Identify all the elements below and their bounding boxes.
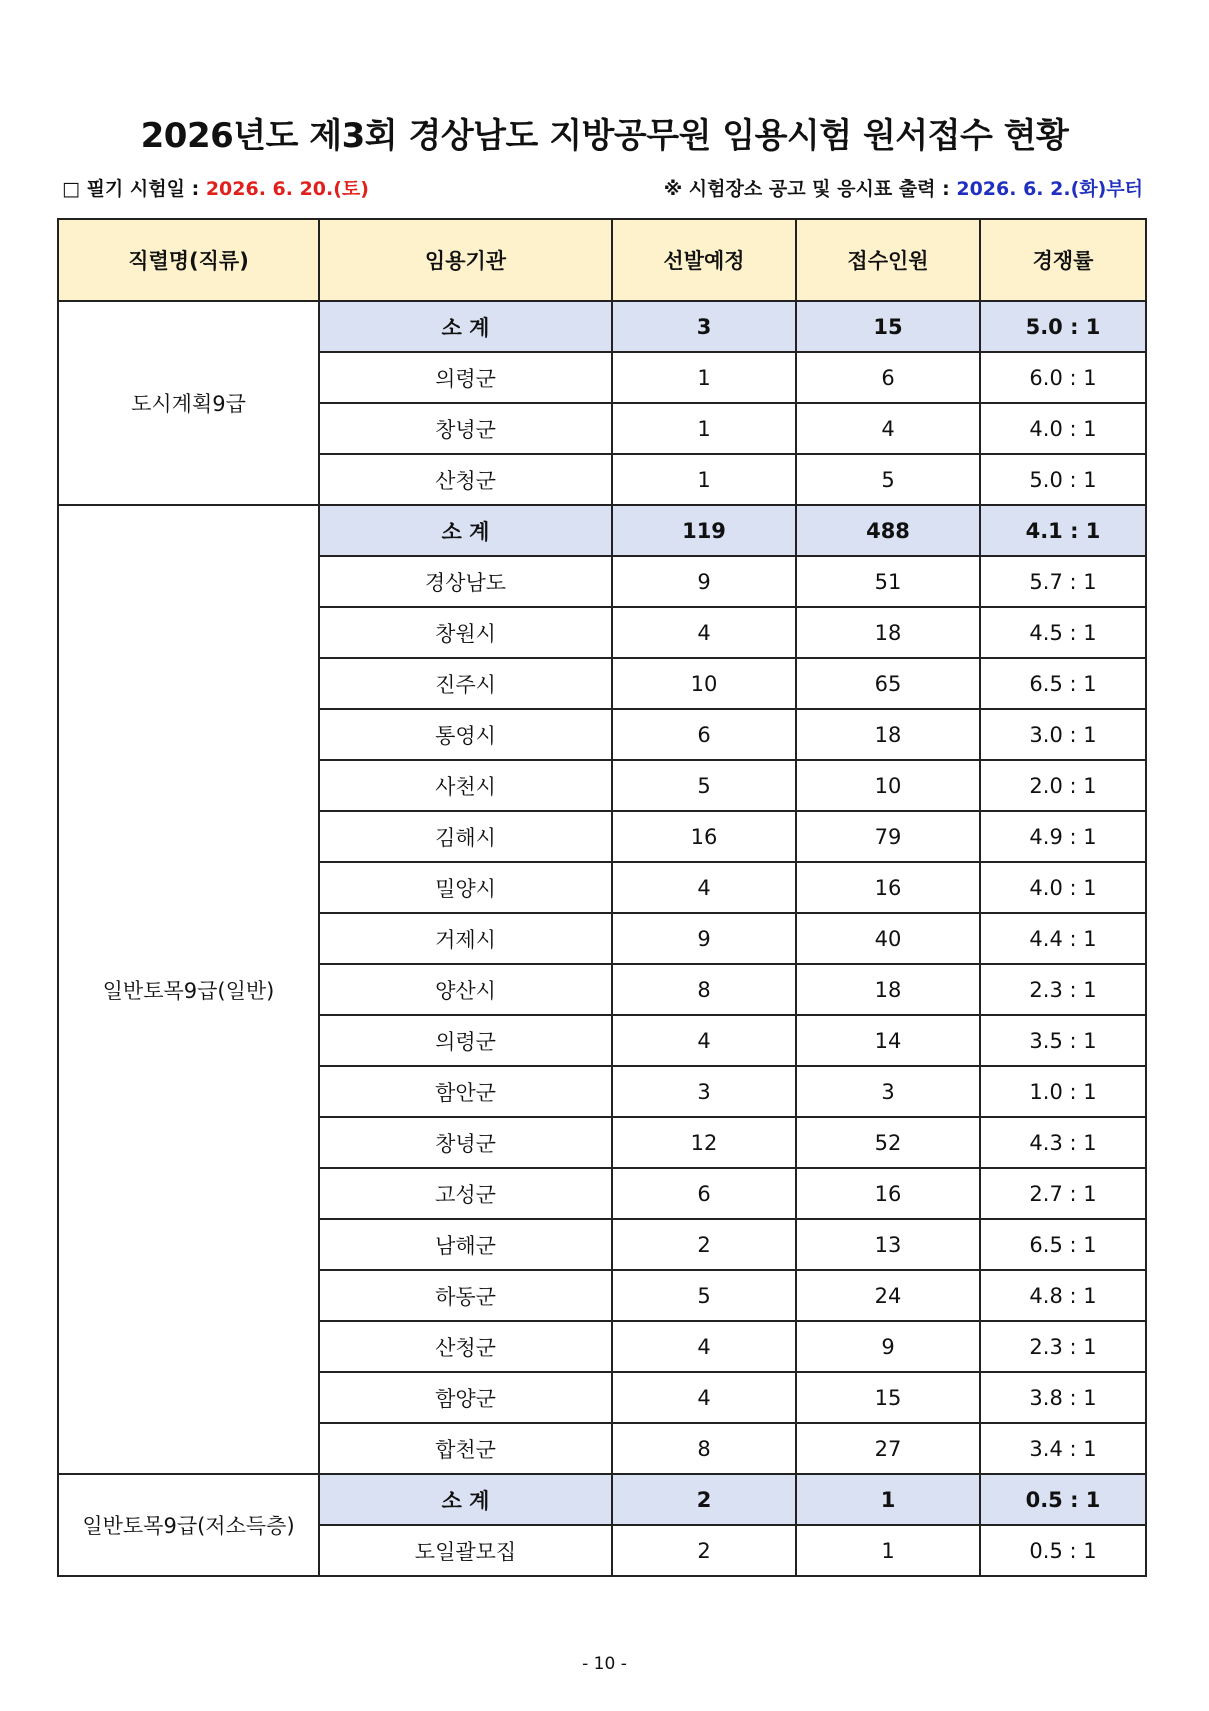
planned-cell: 4 xyxy=(612,862,796,913)
agency-cell: 합천군 xyxy=(319,1423,612,1474)
exam-date-label: 필기 시험일 : xyxy=(86,178,200,200)
applicants-cell: 16 xyxy=(796,862,980,913)
applicants-cell: 3 xyxy=(796,1066,980,1117)
ratio-cell: 6.5 : 1 xyxy=(980,658,1146,709)
subtotal-row xyxy=(58,1474,1146,1525)
agency-cell: 소 계 xyxy=(319,1474,612,1525)
ratio-cell: 3.8 : 1 xyxy=(980,1372,1146,1423)
subtotal-row xyxy=(58,505,1146,556)
agency-cell: 진주시 xyxy=(319,658,612,709)
planned-cell: 16 xyxy=(612,811,796,862)
ratio-cell: 4.5 : 1 xyxy=(980,607,1146,658)
agency-cell: 통영시 xyxy=(319,709,612,760)
notice-line xyxy=(664,174,1143,201)
planned-cell: 4 xyxy=(612,1372,796,1423)
checkbox-marker: □ xyxy=(62,178,80,200)
agency-cell: 고성군 xyxy=(319,1168,612,1219)
ratio-cell: 4.1 : 1 xyxy=(980,505,1146,556)
planned-cell: 9 xyxy=(612,556,796,607)
agency-cell: 밀양시 xyxy=(319,862,612,913)
ratio-cell: 3.0 : 1 xyxy=(980,709,1146,760)
applicants-cell: 15 xyxy=(796,301,980,352)
planned-cell: 8 xyxy=(612,964,796,1015)
agency-cell: 함안군 xyxy=(319,1066,612,1117)
application-status-table xyxy=(57,218,1147,1577)
ratio-cell: 2.7 : 1 xyxy=(980,1168,1146,1219)
applicants-cell: 27 xyxy=(796,1423,980,1474)
category-cell: 도시계획9급 xyxy=(58,301,319,505)
planned-cell: 5 xyxy=(612,1270,796,1321)
agency-cell: 창녕군 xyxy=(319,403,612,454)
page-number: - 10 - xyxy=(582,1654,627,1674)
applicants-cell: 16 xyxy=(796,1168,980,1219)
ratio-cell: 5.7 : 1 xyxy=(980,556,1146,607)
ratio-cell: 3.5 : 1 xyxy=(980,1015,1146,1066)
table-body xyxy=(58,301,1146,1576)
agency-cell: 하동군 xyxy=(319,1270,612,1321)
header-agency: 임용기관 xyxy=(319,219,612,301)
ratio-cell: 2.3 : 1 xyxy=(980,964,1146,1015)
planned-cell: 1 xyxy=(612,454,796,505)
ratio-cell: 0.5 : 1 xyxy=(980,1474,1146,1525)
exam-date-line xyxy=(62,174,369,201)
ratio-cell: 4.8 : 1 xyxy=(980,1270,1146,1321)
planned-cell: 4 xyxy=(612,1321,796,1372)
ratio-cell: 5.0 : 1 xyxy=(980,454,1146,505)
planned-cell: 1 xyxy=(612,403,796,454)
category-cell: 일반토목9급(저소득층) xyxy=(58,1474,319,1576)
agency-cell: 도일괄모집 xyxy=(319,1525,612,1576)
applicants-cell: 18 xyxy=(796,709,980,760)
applicants-cell: 79 xyxy=(796,811,980,862)
planned-cell: 6 xyxy=(612,1168,796,1219)
agency-cell: 경상남도 xyxy=(319,556,612,607)
ratio-cell: 3.4 : 1 xyxy=(980,1423,1146,1474)
planned-cell: 1 xyxy=(612,352,796,403)
planned-cell: 6 xyxy=(612,709,796,760)
notice-label: ※ 시험장소 공고 및 응시표 출력 : xyxy=(663,178,950,200)
applicants-cell: 52 xyxy=(796,1117,980,1168)
applicants-cell: 13 xyxy=(796,1219,980,1270)
agency-cell: 의령군 xyxy=(319,352,612,403)
agency-cell: 산청군 xyxy=(319,454,612,505)
applicants-cell: 9 xyxy=(796,1321,980,1372)
applicants-cell: 6 xyxy=(796,352,980,403)
ratio-cell: 4.0 : 1 xyxy=(980,862,1146,913)
agency-cell: 산청군 xyxy=(319,1321,612,1372)
agency-cell: 함양군 xyxy=(319,1372,612,1423)
table-header-row xyxy=(58,219,1146,301)
ratio-cell: 6.5 : 1 xyxy=(980,1219,1146,1270)
subtotal-row xyxy=(58,301,1146,352)
ratio-cell: 4.9 : 1 xyxy=(980,811,1146,862)
ratio-cell: 2.0 : 1 xyxy=(980,760,1146,811)
agency-cell: 양산시 xyxy=(319,964,612,1015)
applicants-cell: 15 xyxy=(796,1372,980,1423)
planned-cell: 4 xyxy=(612,607,796,658)
agency-cell: 김해시 xyxy=(319,811,612,862)
applicants-cell: 65 xyxy=(796,658,980,709)
ratio-cell: 1.0 : 1 xyxy=(980,1066,1146,1117)
planned-cell: 5 xyxy=(612,760,796,811)
planned-cell: 2 xyxy=(612,1219,796,1270)
applicants-cell: 40 xyxy=(796,913,980,964)
ratio-cell: 6.0 : 1 xyxy=(980,352,1146,403)
planned-cell: 3 xyxy=(612,1066,796,1117)
planned-cell: 3 xyxy=(612,301,796,352)
ratio-cell: 2.3 : 1 xyxy=(980,1321,1146,1372)
applicants-cell: 24 xyxy=(796,1270,980,1321)
header-ratio: 경쟁률 xyxy=(980,219,1146,301)
agency-cell: 의령군 xyxy=(319,1015,612,1066)
ratio-cell: 4.3 : 1 xyxy=(980,1117,1146,1168)
planned-cell: 2 xyxy=(612,1525,796,1576)
header-planned: 선발예정 xyxy=(612,219,796,301)
agency-cell: 사천시 xyxy=(319,760,612,811)
header-category: 직렬명(직류) xyxy=(58,219,319,301)
agency-cell: 창녕군 xyxy=(319,1117,612,1168)
planned-cell: 4 xyxy=(612,1015,796,1066)
ratio-cell: 5.0 : 1 xyxy=(980,301,1146,352)
planned-cell: 2 xyxy=(612,1474,796,1525)
planned-cell: 10 xyxy=(612,658,796,709)
applicants-cell: 4 xyxy=(796,403,980,454)
planned-cell: 119 xyxy=(612,505,796,556)
applicants-cell: 1 xyxy=(796,1474,980,1525)
ratio-cell: 4.4 : 1 xyxy=(980,913,1146,964)
ratio-cell: 0.5 : 1 xyxy=(980,1525,1146,1576)
applicants-cell: 18 xyxy=(796,607,980,658)
applicants-cell: 1 xyxy=(796,1525,980,1576)
applicants-cell: 18 xyxy=(796,964,980,1015)
agency-cell: 소 계 xyxy=(319,301,612,352)
notice-date-value: 2026. 6. 2.(화)부터 xyxy=(956,178,1143,200)
applicants-cell: 5 xyxy=(796,454,980,505)
agency-cell: 창원시 xyxy=(319,607,612,658)
applicants-cell: 14 xyxy=(796,1015,980,1066)
category-cell: 일반토목9급(일반) xyxy=(58,505,319,1474)
planned-cell: 8 xyxy=(612,1423,796,1474)
ratio-cell: 4.0 : 1 xyxy=(980,403,1146,454)
applicants-cell: 10 xyxy=(796,760,980,811)
agency-cell: 남해군 xyxy=(319,1219,612,1270)
planned-cell: 9 xyxy=(612,913,796,964)
exam-date-value: 2026. 6. 20.(토) xyxy=(205,178,369,200)
agency-cell: 소 계 xyxy=(319,505,612,556)
planned-cell: 12 xyxy=(612,1117,796,1168)
agency-cell: 거제시 xyxy=(319,913,612,964)
page-title: 2026년도 제3회 경상남도 지방공무원 임용시험 원서접수 현황 xyxy=(140,116,1069,156)
header-applicants: 접수인원 xyxy=(796,219,980,301)
applicants-cell: 51 xyxy=(796,556,980,607)
applicants-cell: 488 xyxy=(796,505,980,556)
